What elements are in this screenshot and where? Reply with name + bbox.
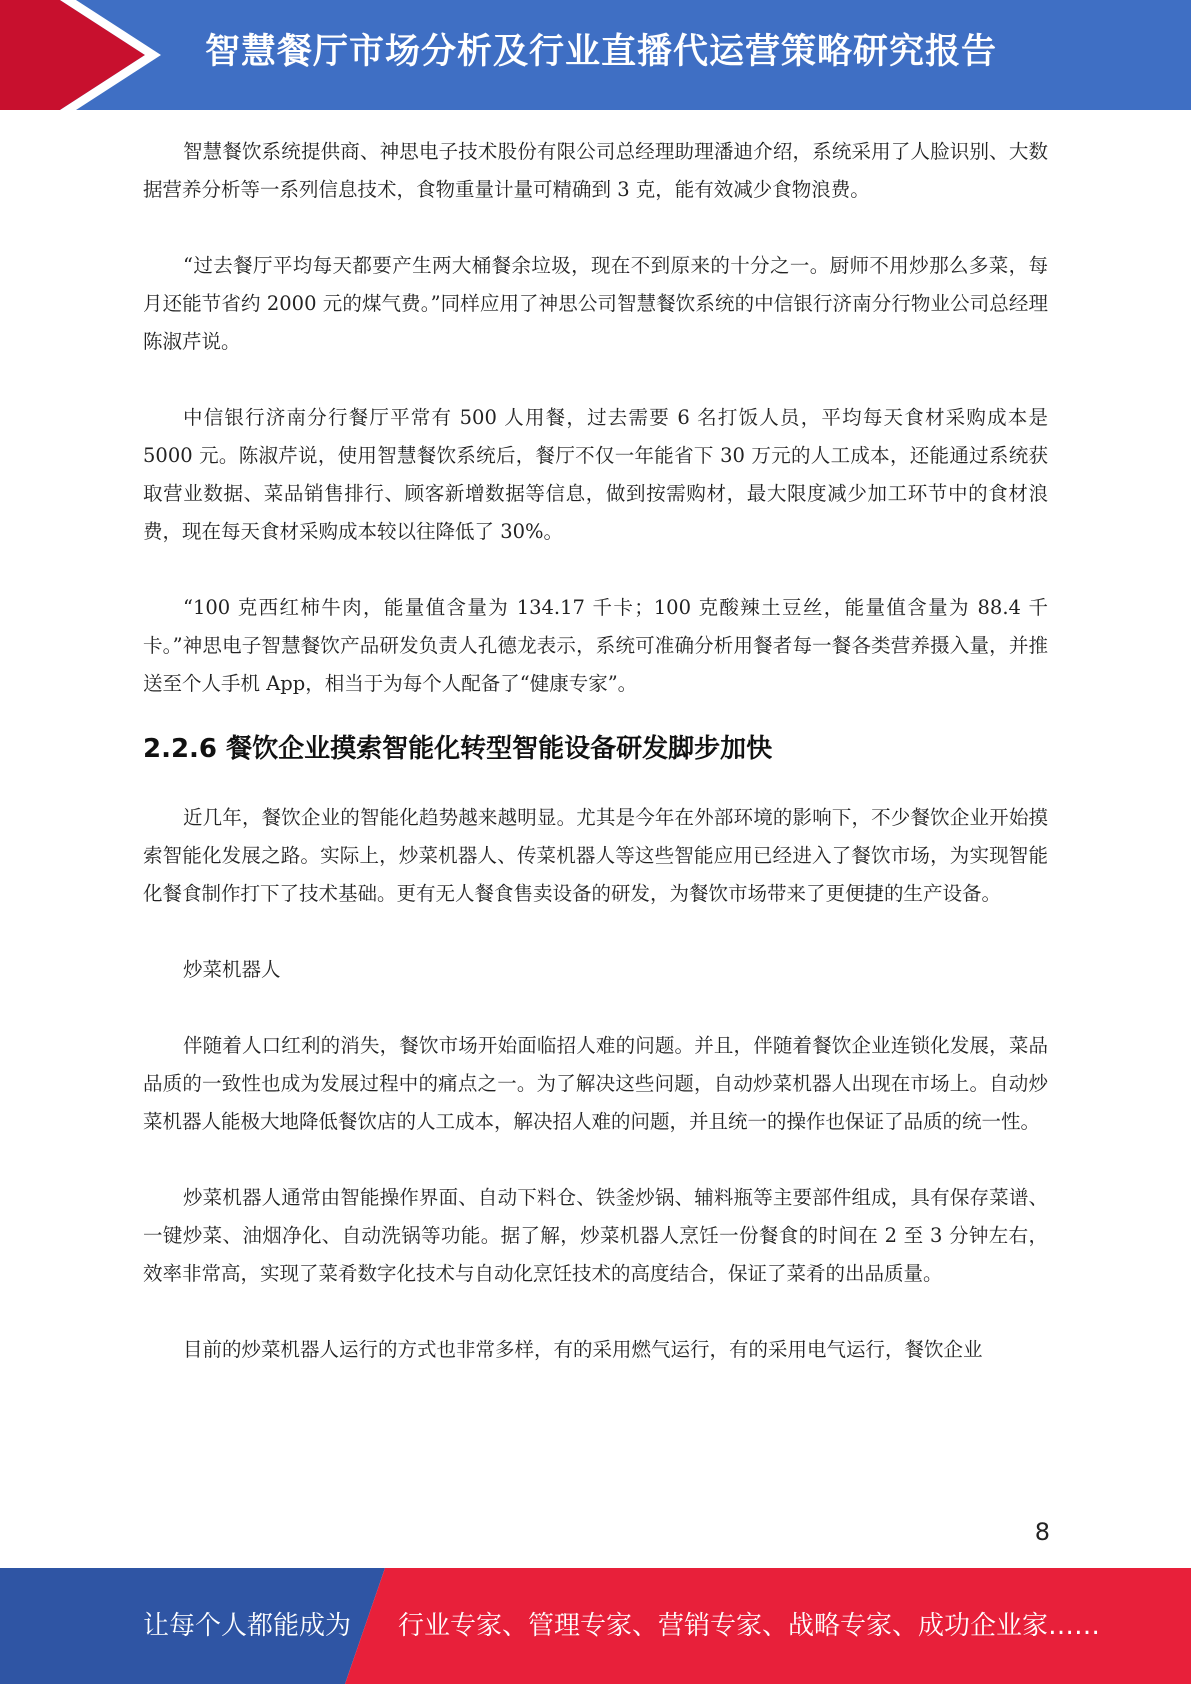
paragraph-9: 目前的炒菜机器人运行的方式也非常多样，有的采用燃气运行，有的采用电气运行，餐饮企业 xyxy=(183,1338,983,1361)
page-number: 8 xyxy=(1034,1518,1050,1546)
paragraph-7: 伴随着人口红利的消失，餐饮市场开始面临招人难的问题。并且，伴随着餐饮企业连锁化发展，菜品品质的一致性也成为发展过程中的痛点之一。为了解决这些问题，自动炒菜机器人出现在市场上。自动炒菜机器人能极大地降低餐饮店的人工成本，解决招人难的问题，并且统一的操作也保证了品质的统一性。 xyxy=(143,1034,1048,1133)
page-footer xyxy=(0,1568,1191,1684)
paragraph-5: 近几年，餐饮企业的智能化趋势越来越明显。尤其是今年在外部环境的影响下，不少餐饮企业开始摸索智能化发展之路。实际上，炒菜机器人、传菜机器人等这些智能应用已经进入了餐饮市场，为实现智能化餐食制作打下了技术基础。更有无人餐食售卖设备的研发，为餐饮市场带来了更便捷的生产设备。 xyxy=(143,806,1048,905)
page-header xyxy=(0,0,1191,110)
section-heading: 2.2.6 餐饮企业摸索智能化转型智能设备研发脚步加快 xyxy=(143,734,773,764)
footer-slogan-left: 让每个人都能成为 xyxy=(143,1611,352,1641)
subheading-stir-fry-robot: 炒菜机器人 xyxy=(183,958,281,981)
paragraph-1: 智慧餐饮系统提供商、神思电子技术股份有限公司总经理助理潘迪介绍，系统采用了人脸识别、大数据营养分析等一系列信息技术，食物重量计量可精确到 3 克，能有效减少食物浪费。 xyxy=(143,140,1048,201)
paragraph-2: “过去餐厅平均每天都要产生两大桶餐余垃圾，现在不到原来的十分之一。厨师不用炒那么多菜，每月还能节省约 2000 元的煤气费。”同样应用了神思公司智慧餐饮系统的中信银行济南分行物业公司总经理陈淑芹说。 xyxy=(143,254,1048,353)
paragraph-3: 中信银行济南分行餐厅平常有 500 人用餐，过去需要 6 名打饭人员，平均每天食材采购成本是 5000 元。陈淑芹说，使用智慧餐饮系统后，餐厅不仅一年能省下 30 万元的人工成本，还能通过系统获取营业数据、菜品销售排行、顾客新增数据等信息，做到按需购材，最大限度减少加工环节中的食材浪费，现在每天食材采购成本较以往降低了 30%。 xyxy=(143,406,1048,543)
document-body xyxy=(143,133,1048,1369)
footer-slogan-right: 行业专家、管理专家、营销专家、战略专家、成功企业家…… xyxy=(398,1611,1101,1641)
paragraph-4: “100 克西红柿牛肉，能量值含量为 134.17 千卡；100 克酸辣土豆丝，能量值含量为 88.4 千卡。”神思电子智慧餐饮产品研发负责人孔德龙表示，系统可准确分析用餐者每一餐各类营养摄入量，并推送至个人手机 App，相当于为每个人配备了“健康专家”。 xyxy=(143,596,1048,695)
header-title: 智慧餐厅市场分析及行业直播代运营策略研究报告 xyxy=(205,32,998,72)
paragraph-8: 炒菜机器人通常由智能操作界面、自动下料仓、铁釜炒锅、辅料瓶等主要部件组成，具有保存菜谱、一键炒菜、油烟净化、自动洗锅等功能。据了解，炒菜机器人烹饪一份餐食的时间在 2 至 3 分钟左右，效率非常高，实现了菜肴数字化技术与自动化烹饪技术的高度结合，保证了菜肴的出品质量。 xyxy=(143,1186,1048,1285)
